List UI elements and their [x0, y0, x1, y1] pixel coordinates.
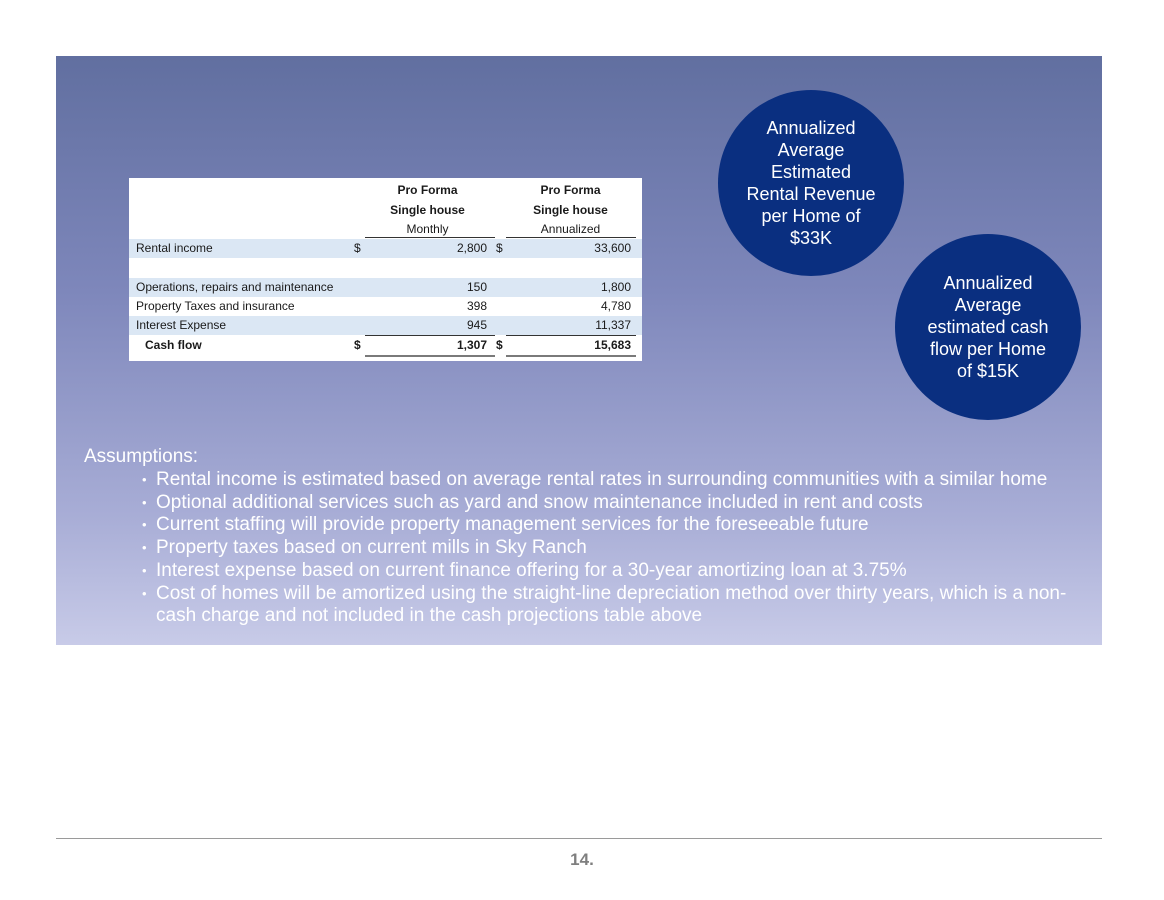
callout-line: Average [777, 140, 845, 160]
pro-forma-table [129, 178, 642, 361]
callout-line: Annualized [943, 273, 1033, 293]
header-underline [365, 237, 495, 238]
row-label: Operations, repairs and maintenance [136, 280, 334, 294]
bullet-icon: • [142, 562, 147, 578]
monthly-value: 2,800 [456, 241, 487, 255]
assumption-item [142, 583, 1092, 628]
header-line: Annualized [540, 222, 601, 236]
callout-line: estimated cash [927, 317, 1049, 337]
row-label: Interest Expense [136, 318, 227, 332]
assumption-text: Property taxes based on current mills in Sky Ranch [156, 537, 587, 559]
annual-value: 4,780 [600, 299, 631, 313]
row-label: Property Taxes and insurance [136, 299, 295, 313]
bullet-icon: • [142, 472, 147, 487]
monthly-value: 398 [466, 299, 487, 313]
assumption-item [142, 492, 1092, 515]
assumption-text: Rental income is estimated based on average rental rates in surrounding communities with a similar home [156, 469, 1048, 490]
cashflow-callout-circle [895, 234, 1081, 420]
assumptions-title: Assumptions: [84, 446, 199, 467]
callout-line: Rental Revenue [746, 184, 876, 204]
callout-line: Annualized [766, 118, 856, 138]
total-double-rule [365, 355, 495, 357]
header-line: Pro Forma [540, 183, 601, 197]
monthly-value: 150 [466, 280, 487, 294]
callout-line: flow per Home [929, 339, 1047, 359]
header-line: Monthly [406, 222, 449, 236]
header-line: Pro Forma [397, 183, 458, 197]
row-label: Cash flow [145, 338, 202, 352]
callout-line: Estimated [770, 162, 852, 182]
assumption-item [142, 469, 1092, 492]
bullet-icon: • [142, 517, 147, 533]
table-row [129, 316, 642, 335]
table-row [129, 278, 642, 297]
header-underline [506, 237, 636, 238]
assumption-text: Interest expense based on current finance offering for a 30-year amortizing loan at 3.75% [156, 559, 907, 581]
callout-line: of $15K [956, 361, 1020, 381]
bullet-icon: • [142, 494, 147, 510]
annual-value: 1,800 [600, 280, 631, 294]
table-row-total [129, 336, 642, 355]
column-header-monthly [370, 181, 485, 240]
column-header-annualized [513, 181, 628, 240]
assumption-item [142, 560, 1092, 583]
total-double-rule [506, 355, 636, 357]
currency-sign: $ [354, 241, 361, 255]
callout-line: Average [954, 295, 1022, 315]
annual-value: 11,337 [595, 318, 631, 332]
assumption-item [142, 514, 1092, 537]
table-row [129, 239, 642, 258]
table-row [129, 297, 642, 316]
header-line: Single house [390, 202, 465, 217]
callout-line: $33K [789, 228, 833, 248]
page-number: 14. [570, 850, 594, 869]
annual-value: 15,683 [594, 338, 631, 352]
assumptions-list [142, 469, 1092, 628]
bullet-icon: • [142, 540, 147, 556]
currency-sign: $ [354, 338, 361, 352]
bullet-icon: • [142, 585, 147, 601]
row-label: Rental income [136, 241, 213, 255]
assumption-item [142, 537, 1092, 560]
header-line: Single house [533, 202, 608, 217]
currency-sign: $ [496, 338, 503, 352]
assumption-text: Cost of homes will be amortized using the straight-line depreciation method over thirty years, which is a non-cash charge and not included in the cash projections table above [156, 582, 1067, 627]
currency-sign: $ [496, 241, 503, 255]
monthly-value: 1,307 [456, 338, 487, 352]
footer-divider [56, 838, 1102, 839]
revenue-callout-circle [718, 90, 904, 276]
callout-line: per Home of [761, 206, 861, 226]
assumption-text: Current staffing will provide property management services for the foreseeable future [156, 514, 869, 536]
assumption-text: Optional additional services such as yard and snow maintenance included in rent and costs [156, 491, 923, 513]
annual-value: 33,600 [594, 241, 631, 255]
monthly-value: 945 [466, 318, 487, 332]
